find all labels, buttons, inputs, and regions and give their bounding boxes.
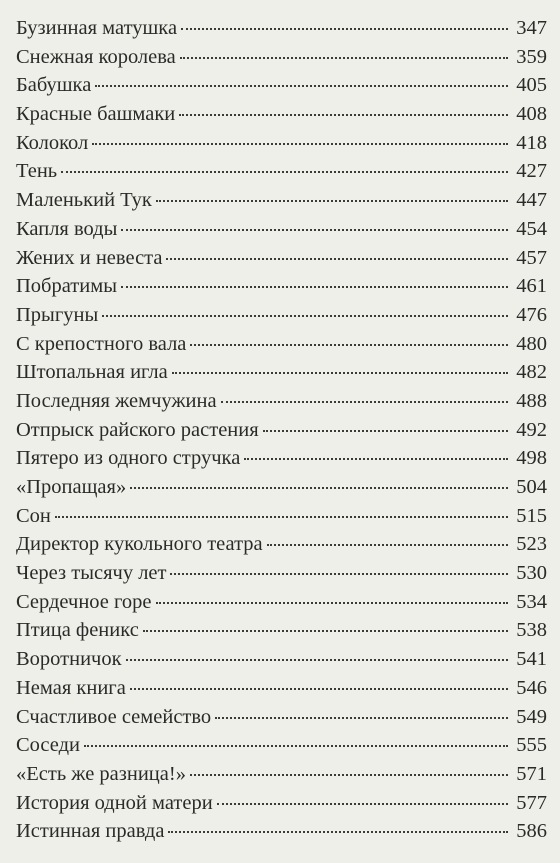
toc-entry-page-number: 549 <box>516 705 547 728</box>
toc-entry-title: Сон <box>16 504 51 527</box>
toc-entry <box>16 817 547 846</box>
toc-entry <box>16 272 547 301</box>
toc-entry-title: Прыгуны <box>16 303 99 326</box>
dot-leader <box>190 344 508 346</box>
toc-entry-page-number: 492 <box>516 418 547 441</box>
toc-entry-page-number: 476 <box>516 303 547 326</box>
dot-leader <box>221 401 508 403</box>
toc-entry-page-number: 523 <box>516 533 547 556</box>
dot-leader <box>95 85 508 87</box>
toc-entry-title: Птица феникс <box>16 619 139 642</box>
toc-entry <box>16 100 547 129</box>
toc-entry-page-number: 498 <box>516 447 547 470</box>
toc-entry <box>16 789 547 818</box>
toc-entry-title: Маленький Тук <box>16 189 152 212</box>
toc-entry-title: Бабушка <box>16 74 92 97</box>
toc-entry-page-number: 359 <box>516 45 547 68</box>
toc-entry <box>16 731 547 760</box>
toc-entry-title: «Пропащая» <box>16 476 127 498</box>
toc-entry-title: Капля воды <box>16 217 118 240</box>
toc-entry-title: Сердечное горе <box>16 590 152 613</box>
toc-entry-page-number: 515 <box>516 504 547 527</box>
dot-leader <box>126 659 508 661</box>
toc-entry <box>16 43 547 72</box>
toc-entry-page-number: 534 <box>516 590 547 613</box>
dot-leader <box>121 286 508 288</box>
toc-entry-page-number: 586 <box>516 820 547 843</box>
toc-entry-page-number: 504 <box>516 476 547 498</box>
toc-entry-title: Штопальная игла <box>16 361 168 384</box>
dot-leader <box>55 516 508 518</box>
toc-entry-page-number: 480 <box>516 332 547 355</box>
toc-entry-title: Колокол <box>16 131 89 154</box>
dot-leader <box>263 430 508 432</box>
toc-entry-title: Жених и невеста <box>16 246 163 269</box>
toc-entry <box>16 14 547 43</box>
dot-leader <box>179 114 508 116</box>
toc-entry-page-number: 457 <box>516 246 547 269</box>
toc-entry <box>16 674 547 703</box>
toc-entry-title: Пятеро из одного стручка <box>16 447 241 470</box>
toc-entry <box>16 645 547 674</box>
dot-leader <box>61 171 508 173</box>
toc-entry-page-number: 447 <box>516 189 547 212</box>
dot-leader <box>215 717 508 719</box>
toc-entry-page-number: 427 <box>516 160 547 183</box>
dot-leader <box>181 28 508 30</box>
toc-entry <box>16 559 547 588</box>
toc-entry-title: История одной матери <box>16 791 213 814</box>
toc-entry-title: Тень <box>16 160 58 183</box>
toc-entry-title: С крепостного вала <box>16 332 187 355</box>
toc-entry-title: Счастливое семейство <box>16 705 212 728</box>
toc-entry <box>16 588 547 617</box>
dot-leader <box>180 57 508 59</box>
dot-leader <box>244 458 508 460</box>
dot-leader <box>143 630 508 632</box>
toc-entry <box>16 387 547 416</box>
toc-entry <box>16 358 547 387</box>
toc-entry-page-number: 577 <box>516 791 547 814</box>
toc-entry <box>16 416 547 445</box>
toc-entry <box>16 301 547 330</box>
toc-entry-page-number: 408 <box>516 103 547 126</box>
toc-entry <box>16 71 547 100</box>
toc-entry-title: Воротничок <box>16 648 122 671</box>
toc-entry-title: Снежная королева <box>16 45 176 68</box>
toc-entry-title: Последняя жемчужина <box>16 389 217 412</box>
toc-entry-title: Через тысячу лет <box>16 562 167 585</box>
toc-entry-page-number: 530 <box>516 562 547 585</box>
dot-leader <box>170 573 508 575</box>
toc-entry <box>16 760 547 789</box>
toc-entry <box>16 703 547 732</box>
toc-entry <box>16 616 547 645</box>
toc-entry-title: Бузинная матушка <box>16 17 178 39</box>
toc-entry-title: Красные башмаки <box>16 103 176 126</box>
toc-entry-page-number: 405 <box>516 74 547 97</box>
toc-entry-title: Побратимы <box>16 275 117 298</box>
toc-entry-page-number: 454 <box>516 217 547 240</box>
toc-entry-page-number: 541 <box>516 648 547 671</box>
dot-leader <box>130 487 508 489</box>
toc-entry <box>16 530 547 559</box>
table-of-contents <box>16 14 547 846</box>
dot-leader <box>156 200 508 202</box>
dot-leader <box>267 544 508 546</box>
toc-entry-page-number: 418 <box>516 131 547 154</box>
toc-entry-page-number: 347 <box>516 17 547 39</box>
toc-entry <box>16 244 547 273</box>
toc-entry-page-number: 546 <box>516 676 547 699</box>
toc-entry <box>16 157 547 186</box>
toc-entry-page-number: 538 <box>516 619 547 642</box>
dot-leader <box>156 602 508 604</box>
dot-leader <box>130 688 508 690</box>
toc-entry-page-number: 555 <box>516 734 547 757</box>
dot-leader <box>166 258 508 260</box>
toc-entry-page-number: 461 <box>516 275 547 298</box>
dot-leader <box>121 229 508 231</box>
toc-entry <box>16 186 547 215</box>
toc-entry <box>16 473 547 502</box>
toc-entry-title: Истинная правда <box>16 820 165 843</box>
toc-entry-title: Отпрыск райского растения <box>16 418 259 441</box>
toc-entry-title: Соседи <box>16 734 81 757</box>
toc-entry <box>16 502 547 531</box>
toc-entry-page-number: 482 <box>516 361 547 384</box>
dot-leader <box>84 745 508 747</box>
dot-leader <box>92 143 508 145</box>
toc-entry <box>16 330 547 359</box>
dot-leader <box>168 831 508 833</box>
toc-entry-page-number: 488 <box>516 389 547 412</box>
dot-leader <box>190 774 508 776</box>
toc-entry <box>16 444 547 473</box>
toc-entry-title: «Есть же разница!» <box>16 762 186 785</box>
toc-entry <box>16 129 547 158</box>
toc-entry <box>16 215 547 244</box>
toc-entry-page-number: 571 <box>516 762 547 785</box>
dot-leader <box>172 372 508 374</box>
toc-entry-title: Немая книга <box>16 676 126 699</box>
dot-leader <box>217 803 508 805</box>
toc-entry-title: Директор кукольного театра <box>16 533 263 556</box>
dot-leader <box>102 315 508 317</box>
